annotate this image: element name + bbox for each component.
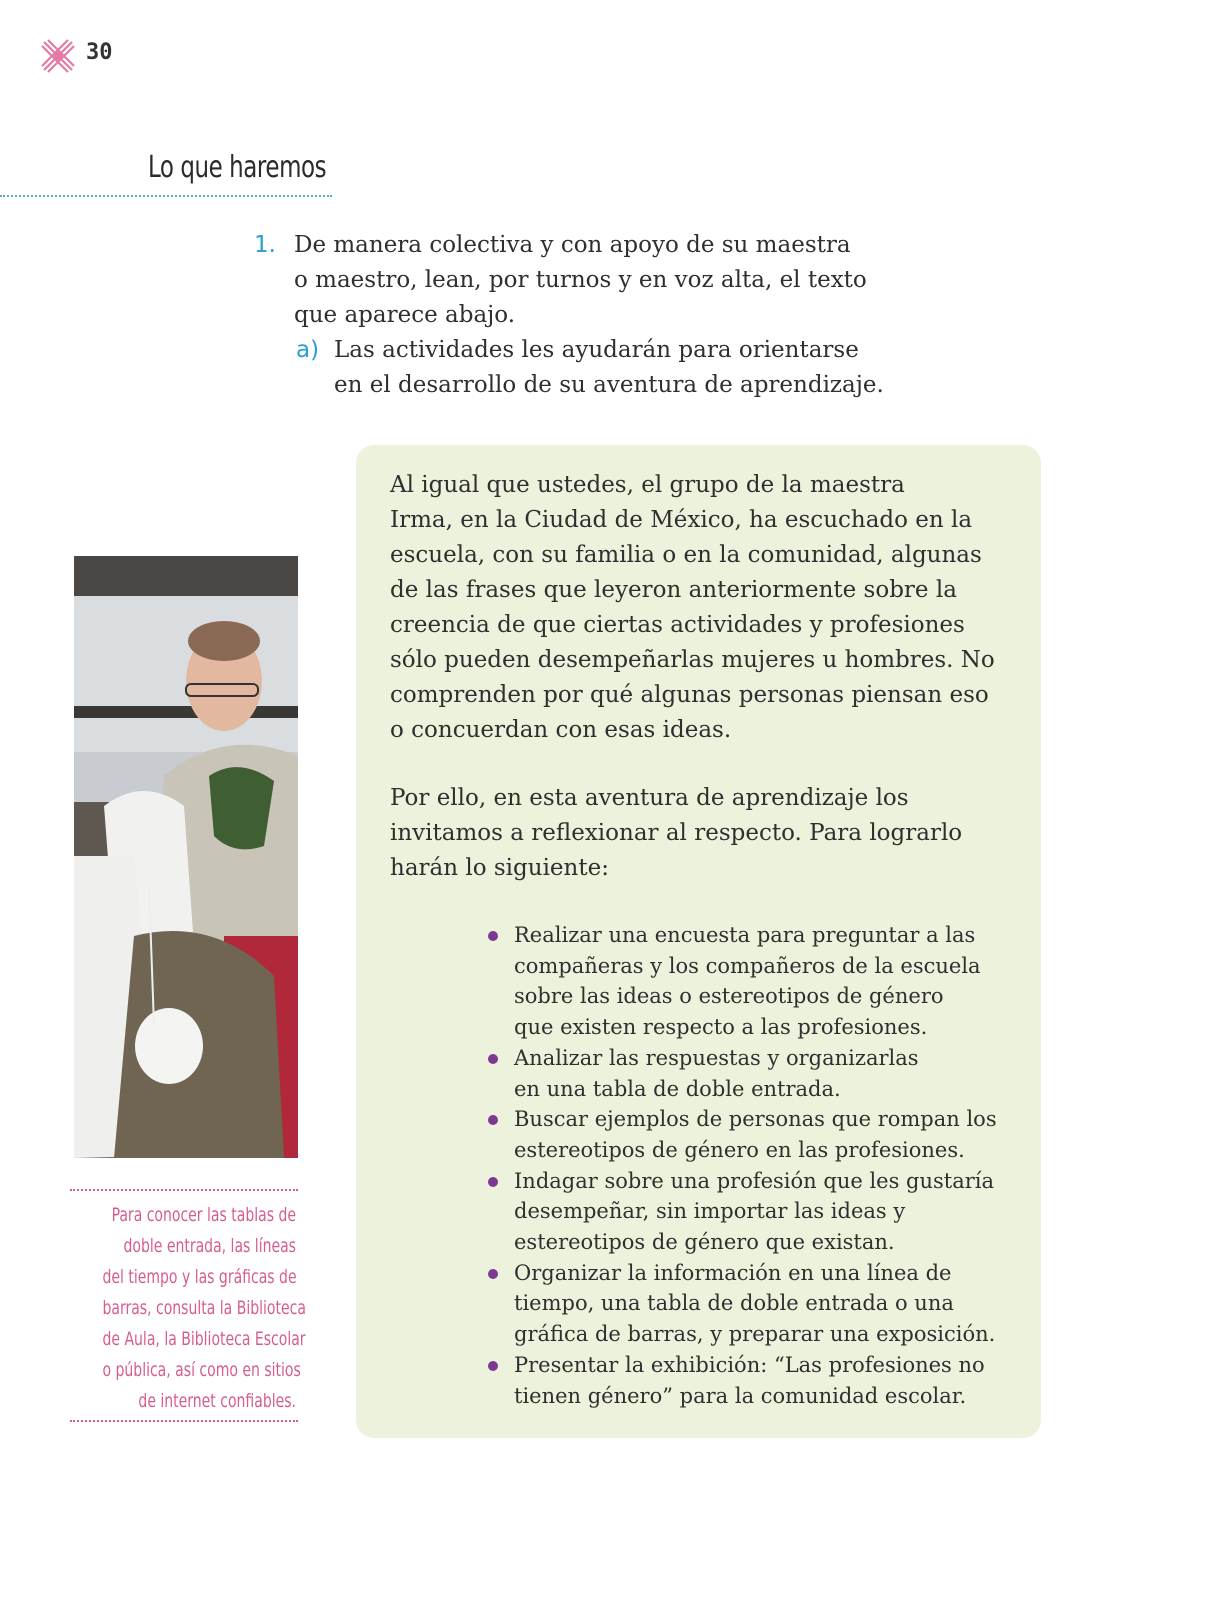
paragraph-line: Por ello, en esta aventura de aprendizaje los <box>390 785 909 811</box>
instruction-line: De manera colectiva y con apoyo de su maestra <box>294 232 851 258</box>
list-item-line: estereotipos de género que existan. <box>514 1230 895 1255</box>
title-dotted-rule <box>0 195 332 197</box>
instruction-number: 1. <box>254 232 276 258</box>
list-item-line: Indagar sobre una profesión que les gustaría <box>514 1168 995 1193</box>
list-item-line: desempeñar, sin importar las ideas y <box>514 1199 906 1224</box>
section-title: Lo que haremos <box>148 150 327 185</box>
list-item-line: Realizar una encuesta para preguntar a las <box>514 923 976 947</box>
instruction-line: que aparece abajo. <box>294 302 516 328</box>
list-item-line: sobre las ideas o estereotipos de género <box>514 984 944 1009</box>
list-item-line: en una tabla de doble entrada. <box>514 1076 841 1101</box>
list-item <box>486 1350 1026 1411</box>
caption-line: de Aula, la Biblioteca Escolar <box>102 1328 306 1350</box>
list-item-line: compañeras y los compañeros de la escuela <box>514 953 981 978</box>
instruction-subitem <box>296 333 934 403</box>
caption-line: Para conocer las tablas de <box>111 1204 296 1226</box>
list-item-line: estereotipos de género en las profesiones. <box>514 1137 965 1162</box>
caption-top-rule <box>70 1189 298 1191</box>
bullet-icon <box>488 931 498 941</box>
paragraph-line: de las frases que leyeron anteriormente sobre la <box>390 577 957 603</box>
paragraph-line: harán lo siguiente: <box>390 855 609 881</box>
list-item <box>486 1258 1026 1350</box>
box-paragraph-2 <box>390 781 1030 886</box>
list-item <box>486 1104 1026 1165</box>
paragraph-line: comprenden por qué algunas personas piensan eso <box>390 682 989 708</box>
caption-line: de internet confiables. <box>138 1390 296 1412</box>
paragraph-line: o concuerdan con esas ideas. <box>390 717 732 743</box>
list-item-line: Presentar la exhibición: “Las profesiones no <box>514 1352 985 1377</box>
caption-line: o pública, así como en sitios <box>102 1359 301 1381</box>
subitem-text <box>334 333 884 403</box>
activity-list <box>486 920 1026 1411</box>
caption-bottom-rule <box>70 1420 298 1422</box>
young-man-knitting-on-bus-photo <box>74 556 298 1158</box>
sidebar-caption <box>60 1200 306 1417</box>
paragraph-line: Irma, en la Ciudad de México, ha escuchado en la <box>390 507 973 533</box>
list-item <box>486 1166 1026 1258</box>
paragraph-line: Al igual que ustedes, el grupo de la maestra <box>390 472 905 498</box>
paragraph-line: sólo pueden desempeñarlas mujeres u hombres. No <box>390 647 995 673</box>
list-item-line: gráfica de barras, y preparar una exposición. <box>514 1322 996 1347</box>
subitem-letter: a) <box>296 337 320 363</box>
instruction-text <box>294 228 867 333</box>
instruction-line: o maestro, lean, por turnos y en voz alta, el texto <box>294 267 867 293</box>
subitem-line: Las actividades les ayudarán para orientarse <box>334 337 859 363</box>
bullet-icon <box>488 1269 498 1279</box>
caption-line: barras, consulta la Biblioteca <box>102 1297 306 1319</box>
subitem-line: en el desarrollo de su aventura de aprendizaje. <box>334 372 884 398</box>
list-item-line: Buscar ejemplos de personas que rompan los <box>514 1107 997 1132</box>
list-item <box>486 1043 1026 1104</box>
list-item-line: que existen respecto a las profesiones. <box>514 1015 928 1040</box>
caption-line: del tiempo y las gráficas de <box>102 1266 297 1288</box>
info-box <box>356 445 1041 1438</box>
paragraph-line: escuela, con su familia o en la comunidad, algunas <box>390 542 982 568</box>
bullet-icon <box>488 1115 498 1125</box>
list-item <box>486 920 1026 1043</box>
list-item-line: tienen género” para la comunidad escolar. <box>514 1383 967 1408</box>
list-item-line: Analizar las respuestas y organizarlas <box>514 1045 919 1070</box>
bullet-icon <box>488 1177 498 1187</box>
bullet-icon <box>488 1054 498 1064</box>
paragraph-line: invitamos a reflexionar al respecto. Para lograrlo <box>390 820 963 846</box>
box-paragraph-1 <box>390 468 1030 748</box>
bullet-icon <box>488 1361 498 1371</box>
instruction-item <box>254 228 934 333</box>
list-item-line: tiempo, una tabla de doble entrada o una <box>514 1291 954 1316</box>
paragraph-line: creencia de que ciertas actividades y profesiones <box>390 612 965 638</box>
instructions <box>254 228 934 403</box>
caption-line: doble entrada, las líneas <box>123 1235 296 1257</box>
list-item-line: Organizar la información en una línea de <box>514 1260 952 1285</box>
page-number: 30 <box>86 40 113 65</box>
pink-knot-ornament-icon <box>40 38 76 74</box>
